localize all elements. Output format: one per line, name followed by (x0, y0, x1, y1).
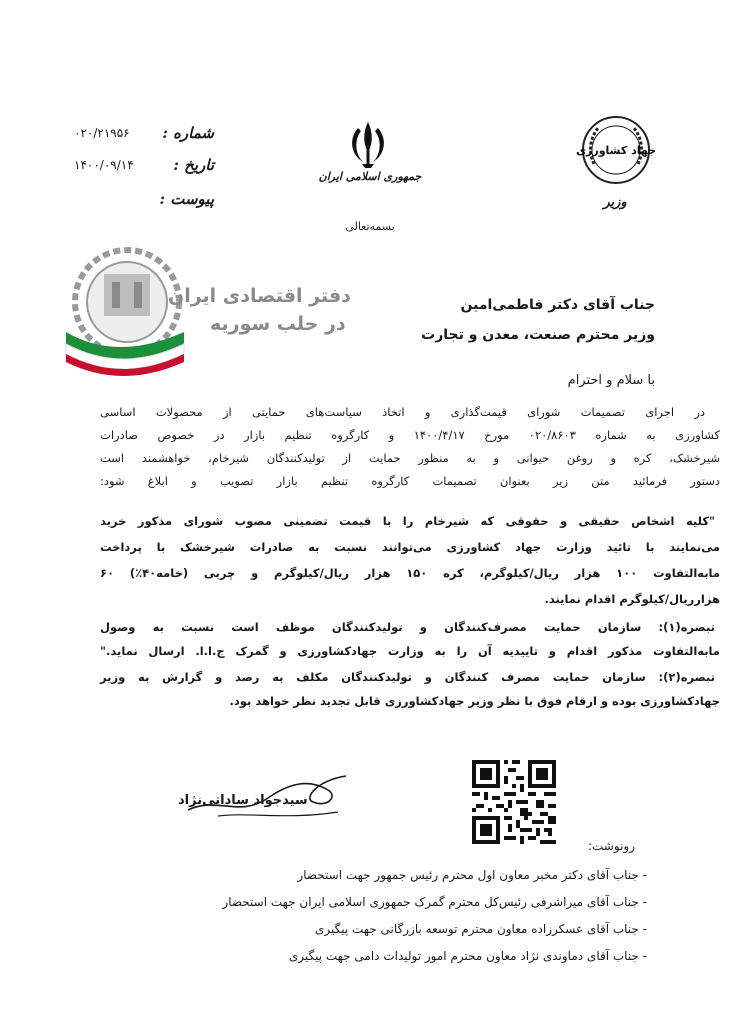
cc-item: - جناب آقای میراشرفی رئیس‌کل محترم گمرک جمهوری اسلامی ایران جهت استحضار (222, 895, 647, 909)
greeting: با سلام و احترام (567, 373, 655, 388)
body-line: در اجرای تصمیمات شورای قیمت‌گذاری و اتخاذ سیاست‌های حمایتی از محصولات اساسی (100, 405, 705, 419)
republic-caption: جمهوری اسلامی ایران (318, 170, 422, 183)
body-line: دستور فرمائید متن زیر بعنوان تصمیمات کارگروه تنظیم بازار تصویب و ابلاغ شود: (100, 474, 720, 488)
letter-number (74, 124, 214, 146)
watermark-line2: در حلب سوریه (210, 313, 346, 335)
ministry-logo-text: جهاد کشاورزی (575, 144, 657, 157)
body-line: تبصره(۲): سازمان حمایت مصرف کنندگان و تولیدکنندگان مکلف به رصد و گزارش به وزیر (100, 670, 715, 684)
number-value: ۰۲۰/۲۱۹۵۶ (74, 126, 130, 140)
qr-code-icon (472, 760, 556, 844)
body-line: جهادکشاورزی بوده و ارقام فوق با نظر وزیر جهادکشاورزی قابل تجدید نظر خواهد بود. (229, 694, 720, 708)
body-line: شیرخشک، کره و روغن حیوانی و به منظور حمایت از تولیدکنندگان شیرخام، خواهشمند است (100, 451, 720, 465)
body-line: مابه‌التفاوت مذکور اقدام و تاییدیه آن را به وزارت جهادکشاورزی و گمرک ج.ا.ا. ارسال نماید." (100, 644, 720, 658)
body-line: هزارریال/کیلوگرم اقدام نمایند. (544, 592, 720, 606)
body-line: کشاورزی به شماره ۰۲۰/۸۶۰۳ مورخ ۱۴۰۰/۴/۱۷ و کارگروه تنظیم بازار در خصوص صادرات (100, 428, 721, 442)
date-label: تاریخ : (173, 156, 214, 174)
signatory-name: سیدجواد ساداتی‌نژاد (178, 793, 308, 808)
body-line: می‌نمایند با تائید وزارت جهاد کشاورزی می‌توانند نسبت به صادرات شیرخشک با پرداخت (100, 540, 720, 554)
body-line: "کلیه اشخاص حقیقی و حقوقی که شیرخام را با قیمت تضمینی مصوب شورای مذکور خرید (100, 514, 715, 528)
bismillah: بسمه‌تعالی (345, 220, 395, 233)
letter-date (74, 156, 214, 178)
date-value: ۱۴۰۰/۰۹/۱۴ (74, 158, 134, 172)
cc-title: رونوشت: (587, 839, 635, 853)
body-line: تبصره(۱): سازمان حمایت مصرف‌کنندگان و تولیدکنندگان موظف است نسبت به وصول (100, 620, 715, 634)
cc-item: - جناب آقای دکتر مخبر معاون اول محترم رئیس جمهور جهت استحضار (297, 868, 647, 882)
number-label: شماره : (162, 124, 214, 142)
minister-label: وزیر (603, 195, 627, 210)
letter-attachment (74, 190, 214, 212)
cc-item: - جناب آقای عسکرزاده معاون محترم توسعه بازرگانی جهت پیگیری (314, 922, 647, 936)
ministry-logo-icon (575, 114, 657, 186)
watermark-line1: دفتر اقتصادی ایران (168, 285, 351, 307)
recipient-title: وزیر محترم صنعت، معدن و تجارت (421, 327, 655, 343)
body-line: مابه‌التفاوت ۱۰۰ هزار ریال/کیلوگرم، کره ۱۵۰ هزار ریال/کیلوگرم و چربی (خامه۴۰٪) ۶۰ (100, 566, 720, 580)
attachment-label: پیوست : (159, 190, 214, 208)
iran-emblem-icon (345, 118, 391, 170)
cc-item: - جناب آقای دماوندی نژاد معاون محترم امور تولیدات دامی جهت پیگیری (288, 949, 647, 963)
recipient-name: جناب آقای دکتر فاطمی‌امین (460, 297, 655, 313)
economic-office-logo-icon (62, 240, 192, 375)
